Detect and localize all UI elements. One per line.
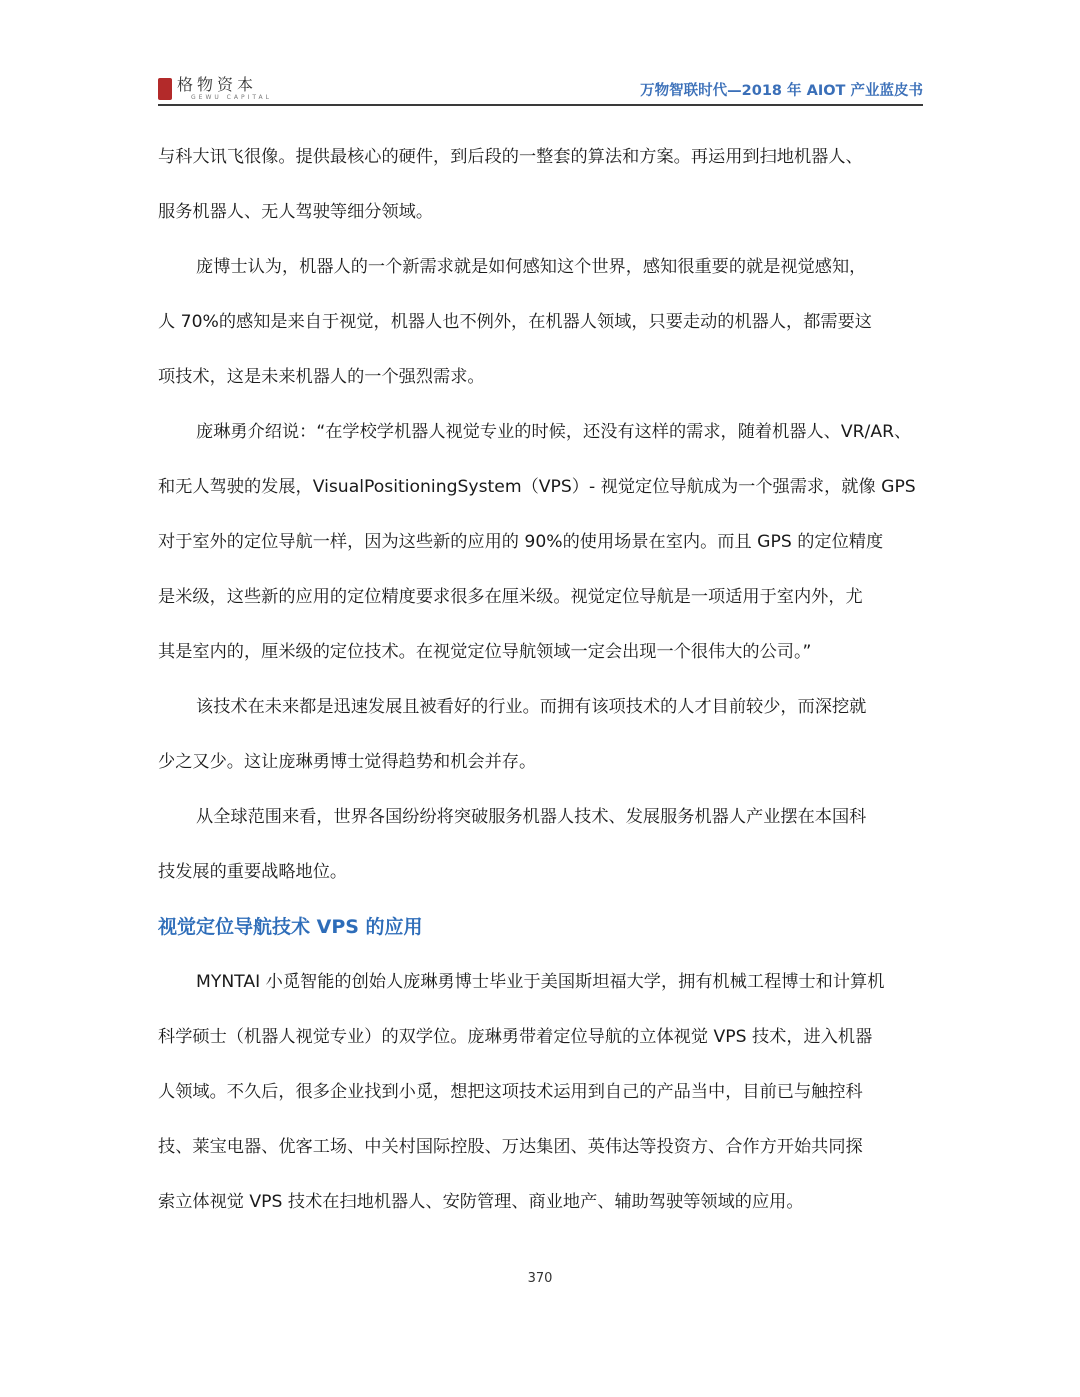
paragraph-line: 服务机器人、无人驾驶等细分领域。: [158, 202, 434, 222]
paragraph-line: 少之又少。这让庞琳勇博士觉得趋势和机会并存。: [158, 752, 537, 772]
paragraph-line: 庞博士认为，机器人的一个新需求就是如何感知这个世界，感知很重要的就是视觉感知，: [196, 257, 867, 277]
logo-subtext: GEWU CAPITAL: [191, 94, 272, 101]
paragraph-line: 从全球范围来看，世界各国纷纷将突破服务机器人技术、发展服务机器人产业摆在本国科: [196, 807, 867, 827]
paragraph-line: 索立体视觉 VPS 技术在扫地机器人、安防管理、商业地产、辅助驾驶等领域的应用。: [158, 1192, 804, 1212]
page-number: 370: [527, 1271, 553, 1286]
section-heading: 视觉定位导航技术 VPS 的应用: [158, 916, 423, 938]
paragraph-line: 是米级，这些新的应用的定位精度要求很多在厘米级。视觉定位导航是一项适用于室内外，尤: [158, 587, 863, 607]
logo-seal-icon: [158, 78, 172, 100]
paragraph-line: 其是室内的，厘米级的定位技术。在视觉定位导航领域一定会出现一个很伟大的公司。”: [158, 642, 812, 662]
paragraph-line: 对于室外的定位导航一样，因为这些新的应用的 90%的使用场景在室内。而且 GPS 的定位精度: [158, 532, 884, 552]
paragraph-line: 项技术，这是未来机器人的一个强烈需求。: [158, 367, 485, 387]
paragraph-line: 人 70%的感知是来自于视觉，机器人也不例外，在机器人领域，只要走动的机器人，都需要这: [158, 312, 872, 332]
report-title: 万物智联时代—2018 年 AIOT 产业蓝皮书: [640, 83, 923, 99]
paragraph-line: 与科大讯飞很像。提供最核心的硬件，到后段的一整套的算法和方案。再运用到扫地机器人、: [158, 147, 863, 167]
logo: [158, 76, 272, 101]
paragraph-line: 和无人驾驶的发展，VisualPositioningSystem（VPS）- 视觉定位导航成为一个强需求，就像 GPS: [158, 477, 916, 497]
paragraph-line: 技发展的重要战略地位。: [158, 862, 348, 882]
page-body: [158, 130, 922, 1230]
logo-name: 格物资本: [177, 75, 258, 94]
page-header: [158, 72, 923, 106]
paragraph-line: 该技术在未来都是迅速发展且被看好的行业。而拥有该项技术的人才目前较少，而深挖就: [196, 697, 867, 717]
paragraph-line: 技、莱宝电器、优客工场、中关村国际控股、万达集团、英伟达等投资方、合作方开始共同探: [158, 1137, 863, 1157]
paragraph-line: 人领域。不久后，很多企业找到小觅，想把这项技术运用到自己的产品当中，目前已与触控科: [158, 1082, 863, 1102]
paragraph-line: 科学硕士（机器人视觉专业）的双学位。庞琳勇带着定位导航的立体视觉 VPS 技术，进入机器: [158, 1027, 873, 1047]
paragraph-line: MYNTAI 小觅智能的创始人庞琳勇博士毕业于美国斯坦福大学，拥有机械工程博士和计算机: [196, 972, 885, 992]
paragraph-line: 庞琳勇介绍说：“在学校学机器人视觉专业的时候，还没有这样的需求，随着机器人、VR/AR、: [196, 422, 912, 442]
